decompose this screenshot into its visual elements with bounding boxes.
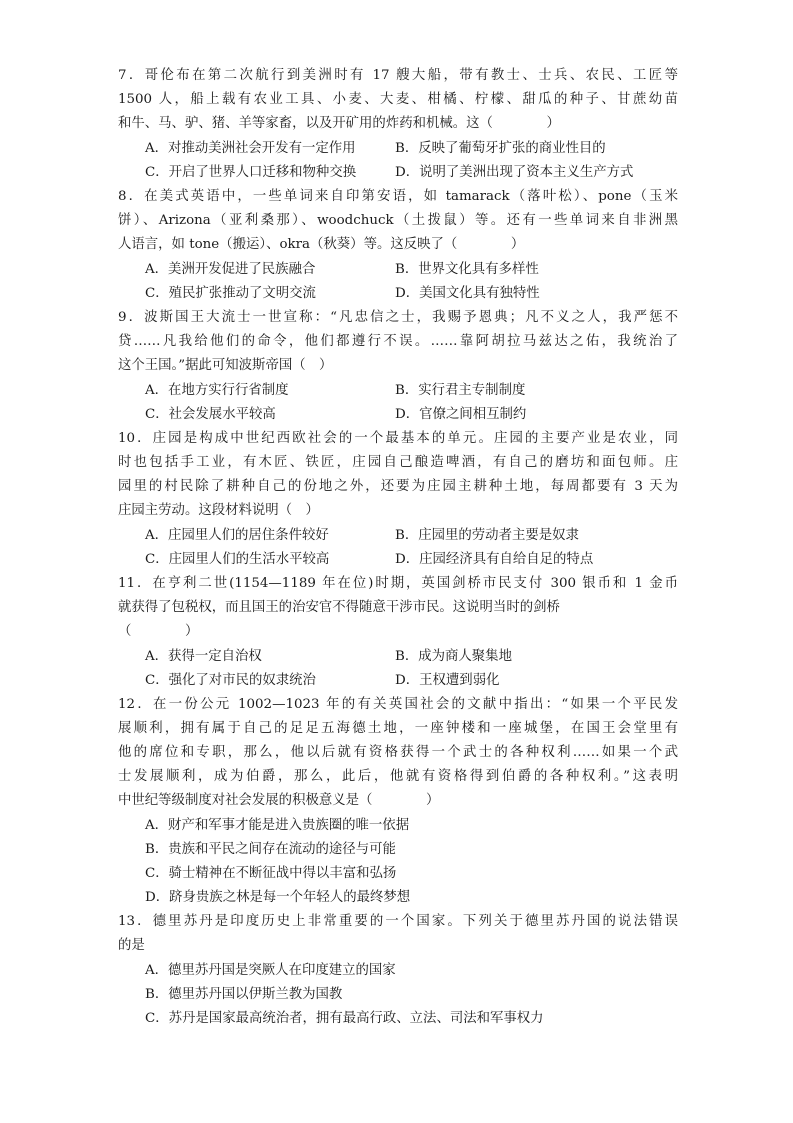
question-13-option-a[interactable]: A．德里苏丹国是突厥人在印度建立的国家 bbox=[145, 963, 396, 978]
question-10-option-d[interactable]: D．庄园经济具有自给自足的特点 bbox=[395, 552, 594, 567]
question-7-option-b[interactable]: B．反映了葡萄牙扩张的商业性目的 bbox=[395, 141, 606, 156]
question-7-stem-line-3: 和牛、马、驴、猪、羊等家畜，以及开矿用的炸药和机械。这（ ） bbox=[118, 116, 560, 131]
question-9-stem-line-3: 这个王国。”据此可知波斯帝国（ ） bbox=[118, 358, 333, 373]
question-12-stem-line-2: 展顺利，拥有属于自己的足足五海德土地，一座钟楼和一座城堡，在国王会堂里有 bbox=[118, 721, 678, 736]
question-8-option-d[interactable]: D．美国文化具有独特性 bbox=[395, 286, 540, 301]
question-9-option-a[interactable]: A．在地方实行行省制度 bbox=[145, 383, 289, 398]
question-13-stem-line-2: 的是 bbox=[118, 938, 145, 953]
question-12-option-c[interactable]: C．骑士精神在不断征战中得以丰富和弘扬 bbox=[145, 866, 397, 881]
question-9-option-b[interactable]: B．实行君主专制制度 bbox=[395, 383, 526, 398]
question-11-stem-line-1: 11．在亨利二世(1154—1189 年在位)时期，英国剑桥市民支付 300 银币和 1 金币 bbox=[118, 576, 678, 591]
question-13-option-b[interactable]: B．德里苏丹国以伊斯兰教为国教 bbox=[145, 987, 343, 1002]
question-12-stem-line-3: 他的席位和专职，那么，他以后就有资格获得一个武士的各种权利……如果一个武 bbox=[118, 745, 678, 760]
question-9-option-d[interactable]: D．官僚之间相互制约 bbox=[395, 407, 527, 422]
question-11-option-c[interactable]: C．强化了对市民的奴隶统治 bbox=[145, 673, 316, 688]
question-9-stem-line-1: 9．波斯国王大流士一世宣称：“凡忠信之士，我赐予恩典；凡不义之人，我严惩不 bbox=[118, 310, 678, 325]
question-10-stem-line-2: 时也包括手工业，有木匠、铁匠，庄园自己酿造啤酒，有自己的磨坊和面包师。庄 bbox=[118, 455, 678, 470]
question-7-option-c[interactable]: C．开启了世界人口迁移和物种交换 bbox=[145, 165, 357, 180]
question-12-stem-line-5: 中世纪等级制度对社会发展的积极意义是（ ） bbox=[118, 793, 440, 808]
question-10-option-c[interactable]: C．庄园里人们的生活水平较高 bbox=[145, 552, 330, 567]
question-12-stem-line-4: 士发展顺利，成为伯爵，那么，此后，他就有资格得到伯爵的各种权利。”这表明 bbox=[118, 769, 678, 784]
question-10-stem-line-1: 10．庄园是构成中世纪西欧社会的一个最基本的单元。庄园的主要产业是农业，同 bbox=[118, 431, 678, 446]
question-11-option-d[interactable]: D．王权遭到弱化 bbox=[395, 673, 500, 688]
question-13-option-c[interactable]: C．苏丹是国家最高统治者，拥有最高行政、立法、司法和军事权力 bbox=[145, 1011, 544, 1026]
question-13-stem-line-1: 13．德里苏丹是印度历史上非常重要的一个国家。下列关于德里苏丹国的说法错误 bbox=[118, 914, 678, 929]
question-7-stem-line-1: 7．哥伦布在第二次航行到美洲时有 17 艘大船，带有教士、士兵、农民、工匠等 bbox=[118, 68, 678, 83]
question-9-option-c[interactable]: C．社会发展水平较高 bbox=[145, 407, 276, 422]
question-8-stem-line-2: 饼）、Arizona（亚利桑那）、woodchuck（土拨鼠）等。还有一些单词来自非洲黑 bbox=[118, 213, 678, 228]
question-10-stem-line-3: 园里的村民除了耕种自己的份地之外，还要为庄园主耕种土地，每周都要有 3 天为 bbox=[118, 479, 678, 494]
question-12-option-b[interactable]: B．贵族和平民之间存在流动的途径与可能 bbox=[145, 842, 396, 857]
question-7-stem-line-2: 1500 人，船上载有农业工具、小麦、大麦、柑橘、柠檬、甜瓜的种子、甘蔗幼苗 bbox=[118, 92, 678, 107]
question-11-stem-line-3: （ ） bbox=[118, 624, 199, 639]
question-12-stem-line-1: 12．在一份公元 1002—1023 年的有关英国社会的文献中指出：“如果一个平民发 bbox=[118, 697, 678, 712]
question-11-option-b[interactable]: B．成为商人聚集地 bbox=[395, 649, 512, 664]
question-8-option-c[interactable]: C．殖民扩张推动了文明交流 bbox=[145, 286, 316, 301]
question-11-stem-line-2: 就获得了包税权，而且国王的治安官不得随意干涉市民。这说明当时的剑桥 bbox=[118, 600, 560, 615]
question-10-stem-line-4: 庄园主劳动。这段材料说明（ ） bbox=[118, 503, 319, 518]
question-8-stem-line-1: 8．在美式英语中，一些单词来自印第安语，如 tamarack（落叶松）、pone（玉米 bbox=[118, 189, 678, 204]
question-8-stem-line-3: 人语言，如 tone（搬运）、okra（秋葵）等。这反映了（ ） bbox=[118, 237, 525, 252]
question-8-option-a[interactable]: A．美洲开发促进了民族融合 bbox=[145, 262, 316, 277]
question-9-stem-line-2: 贷……凡我给他们的命令，他们都遵行不误。……靠阿胡拉马兹达之佑，我统治了 bbox=[118, 334, 678, 349]
question-12-option-a[interactable]: A．财产和军事才能是进入贵族圈的唯一依据 bbox=[145, 818, 410, 833]
question-7-option-a[interactable]: A．对推动美洲社会开发有一定作用 bbox=[145, 141, 356, 156]
question-12-option-d[interactable]: D．跻身贵族之林是每一个年轻人的最终梦想 bbox=[145, 890, 411, 905]
question-11-option-a[interactable]: A．获得一定自治权 bbox=[145, 649, 262, 664]
question-10-option-b[interactable]: B．庄园里的劳动者主要是奴隶 bbox=[395, 528, 579, 543]
question-10-option-a[interactable]: A．庄园里人们的居住条件较好 bbox=[145, 528, 329, 543]
question-7-option-d[interactable]: D．说明了美洲出现了资本主义生产方式 bbox=[395, 165, 634, 180]
question-8-option-b[interactable]: B．世界文化具有多样性 bbox=[395, 262, 539, 277]
